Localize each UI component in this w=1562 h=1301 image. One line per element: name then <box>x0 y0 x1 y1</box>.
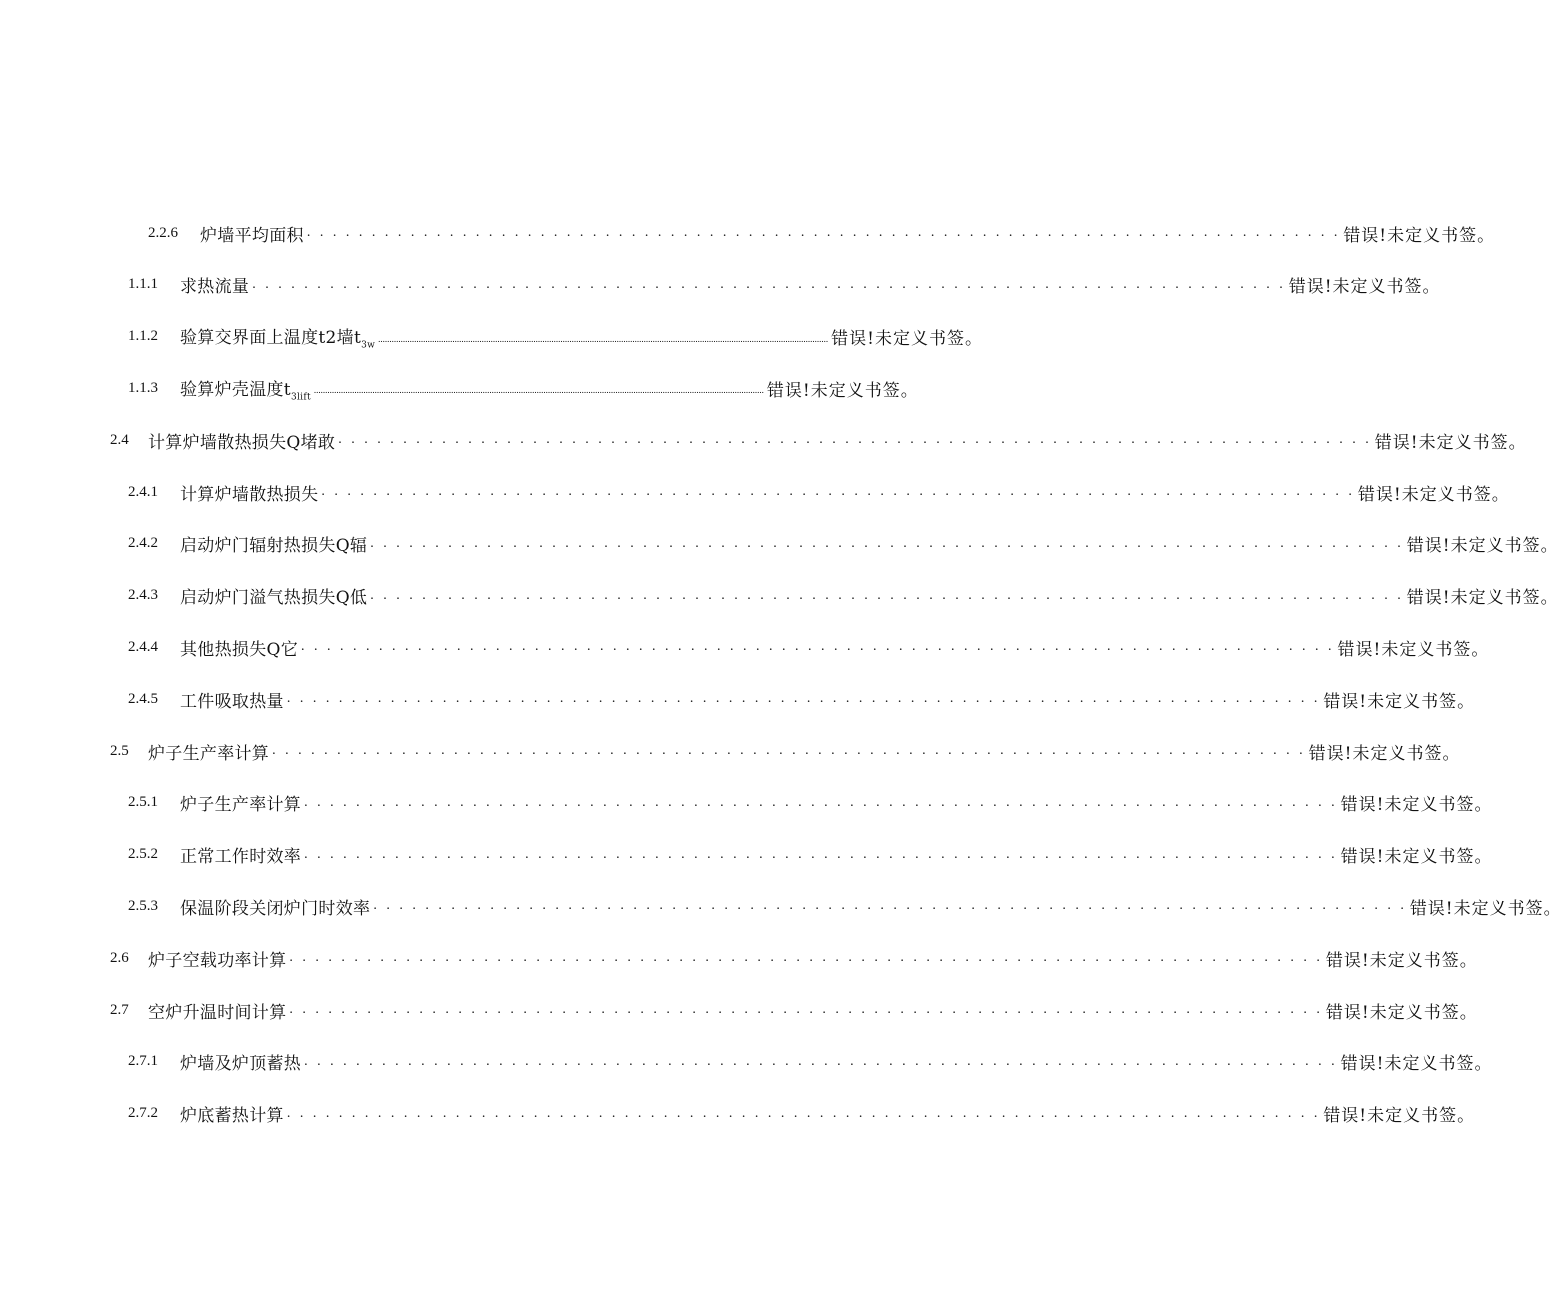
toc-entry[interactable] <box>110 736 1461 766</box>
toc-entry[interactable] <box>110 943 1478 973</box>
toc-entry[interactable] <box>128 373 919 403</box>
toc-entry-number: 2.5.2 <box>128 846 158 863</box>
toc-entry-title <box>180 272 249 297</box>
toc-entry-page-ref: 错误!未定义书签。 <box>1325 1002 1478 1023</box>
toc-entry[interactable] <box>110 995 1478 1025</box>
toc-entry[interactable] <box>128 891 1562 921</box>
toc-entry-title-text: 求热流量 <box>180 277 250 298</box>
toc-entry-title <box>180 1049 301 1074</box>
toc-entry-page-ref: 错误!未定义书签。 <box>1374 432 1527 453</box>
toc-entry[interactable] <box>128 529 1559 559</box>
toc-entry-page-ref: 错误!未定义书签。 <box>1409 898 1562 919</box>
dot-leader: ........................................................................................................................................................................................................ <box>378 333 829 344</box>
toc-entry[interactable] <box>128 322 983 352</box>
toc-entry-number: 2.4.1 <box>128 483 158 500</box>
toc-entry-number: 2.7.1 <box>128 1053 158 1070</box>
toc-entry-title-text: 空炉升温时间计算 <box>148 1002 287 1023</box>
toc-entry-page-ref: 错误!未定义书签。 <box>1340 795 1493 816</box>
toc-entry-page-ref: 错误!未定义书签。 <box>1406 536 1559 557</box>
toc-entry-page-ref: 错误!未定义书签。 <box>831 329 983 350</box>
toc-entry[interactable] <box>128 684 1476 714</box>
toc-entry-number: 2.4.4 <box>128 638 158 655</box>
toc-entry[interactable] <box>128 788 1493 818</box>
toc-entry-number: 2.2.6 <box>148 224 178 241</box>
toc-entry-title-text: 启动炉门辐射热损失Q辐 <box>180 536 368 557</box>
toc-entry[interactable] <box>110 425 1527 455</box>
toc-entry-page-ref: 错误!未定义书签。 <box>1323 691 1476 712</box>
toc-entry[interactable] <box>128 840 1493 870</box>
dot-leader: . . . . . . . . . . . . . . . . . . . . . . . . . . . . . . . . . . . . . . . . . . . . . . . . . . . . . . . . . . . . . . . . . . . . . . . . . . . . . . . . <box>289 950 1323 966</box>
toc-entry-title <box>148 428 335 453</box>
dot-leader: . . . . . . . . . . . . . . . . . . . . . . . . . . . . . . . . . . . . . . . . . . . . . . . . . . . . . . . . . . . . . . . . . . . . . . . . . . . . . . . . <box>272 743 1306 758</box>
toc-entry[interactable] <box>128 1099 1476 1129</box>
toc-entry[interactable] <box>128 270 1441 300</box>
toc-entry-page-ref: 错误!未定义书签。 <box>1288 277 1441 298</box>
dot-leader: . . . . . . . . . . . . . . . . . . . . . . . . . . . . . . . . . . . . . . . . . . . . . . . . . . . . . . . . . . . . . . . . . . . . . . . . . . . . . . . . <box>304 1053 1338 1069</box>
toc-entry-title <box>200 221 304 246</box>
toc-entry-number: 2.5.3 <box>128 897 158 914</box>
toc-entry-title <box>148 946 286 971</box>
toc-entry-page-ref: 错误!未定义书签。 <box>1340 1054 1493 1075</box>
toc-entry-page-ref: 错误!未定义书签。 <box>1308 743 1461 764</box>
toc-entry[interactable] <box>128 1047 1493 1077</box>
toc-entry[interactable] <box>128 477 1510 507</box>
toc-entry[interactable] <box>128 581 1559 611</box>
toc-entry-title-text: 其他热损失Q它 <box>180 639 299 660</box>
dot-leader: . . . . . . . . . . . . . . . . . . . . . . . . . . . . . . . . . . . . . . . . . . . . . . . . . . . . . . . . . . . . . . . . . . . . . . . . . . . . . . . . <box>286 691 1321 707</box>
toc-entry-page-ref: 错误!未定义书签。 <box>1357 484 1510 505</box>
toc-entry-title <box>180 790 301 815</box>
toc-entry-page-ref: 错误!未定义书签。 <box>1323 1106 1476 1127</box>
dot-leader: ........................................................................................................................................................................................................ <box>313 385 764 396</box>
toc-entry-title-text: 炉底蓄热计算 <box>180 1106 284 1127</box>
dot-leader: . . . . . . . . . . . . . . . . . . . . . . . . . . . . . . . . . . . . . . . . . . . . . . . . . . . . . . . . . . . . . . . . . . . . . . . . . . . . . . . . <box>321 484 1355 499</box>
toc-entry-number: 1.1.3 <box>128 379 158 396</box>
toc-entry-number: 2.5 <box>110 742 129 759</box>
toc-entry-title <box>180 635 298 660</box>
toc-entry-title <box>180 480 318 505</box>
toc-entry-title-text: 炉子空载功率计算 <box>148 950 287 971</box>
dot-leader: . . . . . . . . . . . . . . . . . . . . . . . . . . . . . . . . . . . . . . . . . . . . . . . . . . . . . . . . . . . . . . . . . . . . . . . . . . . . . . . . <box>370 587 1404 603</box>
dot-leader: . . . . . . . . . . . . . . . . . . . . . . . . . . . . . . . . . . . . . . . . . . . . . . . . . . . . . . . . . . . . . . . . . . . . . . . . . . . . . . . . <box>252 276 1286 292</box>
toc-entry-title-text: 验算炉壳温度t <box>180 379 291 400</box>
toc-entry-title-text: 炉墙及炉顶蓄热 <box>180 1054 302 1075</box>
toc-entry-title <box>180 323 375 350</box>
toc-entry-title-text: 计算炉墙散热损失 <box>180 484 319 505</box>
dot-leader: . . . . . . . . . . . . . . . . . . . . . . . . . . . . . . . . . . . . . . . . . . . . . . . . . . . . . . . . . . . . . . . . . . . . . . . . . . . . . . . . <box>286 1105 1321 1121</box>
toc-entry-number: 1.1.1 <box>128 276 158 293</box>
toc-entry-page-ref: 错误!未定义书签。 <box>1343 225 1496 246</box>
toc-entry-title-text: 保温阶段关闭炉门时效率 <box>180 898 371 919</box>
toc-entry-title <box>180 583 367 608</box>
toc-entry-page-ref: 错误!未定义书签。 <box>1337 639 1490 660</box>
dot-leader: . . . . . . . . . . . . . . . . . . . . . . . . . . . . . . . . . . . . . . . . . . . . . . . . . . . . . . . . . . . . . . . . . . . . . . . . . . . . . . . . <box>301 639 1335 655</box>
toc-entry-title <box>180 687 284 712</box>
toc-entry-title-text: 计算炉墙散热损失Q堵敢 <box>148 432 336 453</box>
toc-entry-title <box>148 998 286 1023</box>
toc-entry-page-ref: 错误!未定义书签。 <box>766 380 919 401</box>
toc-entry-title-text: 启动炉门溢气热损失Q低 <box>180 588 368 609</box>
dot-leader: . . . . . . . . . . . . . . . . . . . . . . . . . . . . . . . . . . . . . . . . . . . . . . . . . . . . . . . . . . . . . . . . . . . . . . . . . . . . . . . . <box>370 535 1404 551</box>
toc-entry-title-text: 验算交界面上温度t2墙t <box>180 327 362 348</box>
dot-leader: . . . . . . . . . . . . . . . . . . . . . . . . . . . . . . . . . . . . . . . . . . . . . . . . . . . . . . . . . . . . . . . . . . . . . . . . . . . . . . . . <box>373 898 1407 914</box>
toc-entry[interactable] <box>128 632 1490 662</box>
dot-leader: . . . . . . . . . . . . . . . . . . . . . . . . . . . . . . . . . . . . . . . . . . . . . . . . . . . . . . . . . . . . . . . . . . . . . . . . . . . . . . . . <box>338 432 1372 448</box>
toc-entry-page-ref: 错误!未定义书签。 <box>1340 847 1493 868</box>
dot-leader: . . . . . . . . . . . . . . . . . . . . . . . . . . . . . . . . . . . . . . . . . . . . . . . . . . . . . . . . . . . . . . . . . . . . . . . . . . . . . . . . <box>304 794 1338 810</box>
toc-entry-title-text: 炉子生产率计算 <box>180 795 302 816</box>
toc-entry-subscript: 3w <box>361 340 376 351</box>
toc-entry-title-text: 正常工作时效率 <box>180 847 302 868</box>
toc-entry-title-text: 炉墙平均面积 <box>200 225 304 246</box>
toc-entry-number: 1.1.2 <box>128 328 158 345</box>
toc-entry-title <box>180 894 370 919</box>
toc-entry-number: 2.5.1 <box>128 794 158 811</box>
toc-entry-title <box>180 375 311 402</box>
toc-entry-number: 2.4.2 <box>128 535 158 552</box>
toc-entry-number: 2.4.5 <box>128 690 158 707</box>
toc-entry-title <box>148 739 269 764</box>
toc-entry-title <box>180 531 367 556</box>
toc-entry-number: 2.4 <box>110 431 129 448</box>
toc-entry-title <box>180 1101 284 1126</box>
toc-entry-title-text: 工件吸取热量 <box>180 691 284 712</box>
toc-entry[interactable] <box>148 218 1496 248</box>
toc-entry-title-text: 炉子生产率计算 <box>148 743 270 764</box>
toc-entry-page-ref: 错误!未定义书签。 <box>1406 588 1559 609</box>
toc-entry-number: 2.7.2 <box>128 1105 158 1122</box>
toc-entry-number: 2.4.3 <box>128 587 158 604</box>
toc-entry-number: 2.7 <box>110 1001 129 1018</box>
toc-entry-title <box>180 842 301 867</box>
dot-leader: . . . . . . . . . . . . . . . . . . . . . . . . . . . . . . . . . . . . . . . . . . . . . . . . . . . . . . . . . . . . . . . . . . . . . . . . . . . . . . . . <box>289 1002 1323 1017</box>
dot-leader: . . . . . . . . . . . . . . . . . . . . . . . . . . . . . . . . . . . . . . . . . . . . . . . . . . . . . . . . . . . . . . . . . . . . . . . . . . . . . . . . <box>306 225 1341 240</box>
dot-leader: . . . . . . . . . . . . . . . . . . . . . . . . . . . . . . . . . . . . . . . . . . . . . . . . . . . . . . . . . . . . . . . . . . . . . . . . . . . . . . . . <box>304 846 1338 862</box>
toc-entry-number: 2.6 <box>110 949 129 966</box>
toc-entry-page-ref: 错误!未定义书签。 <box>1325 950 1478 971</box>
toc-entry-subscript: 3lift <box>290 392 311 403</box>
